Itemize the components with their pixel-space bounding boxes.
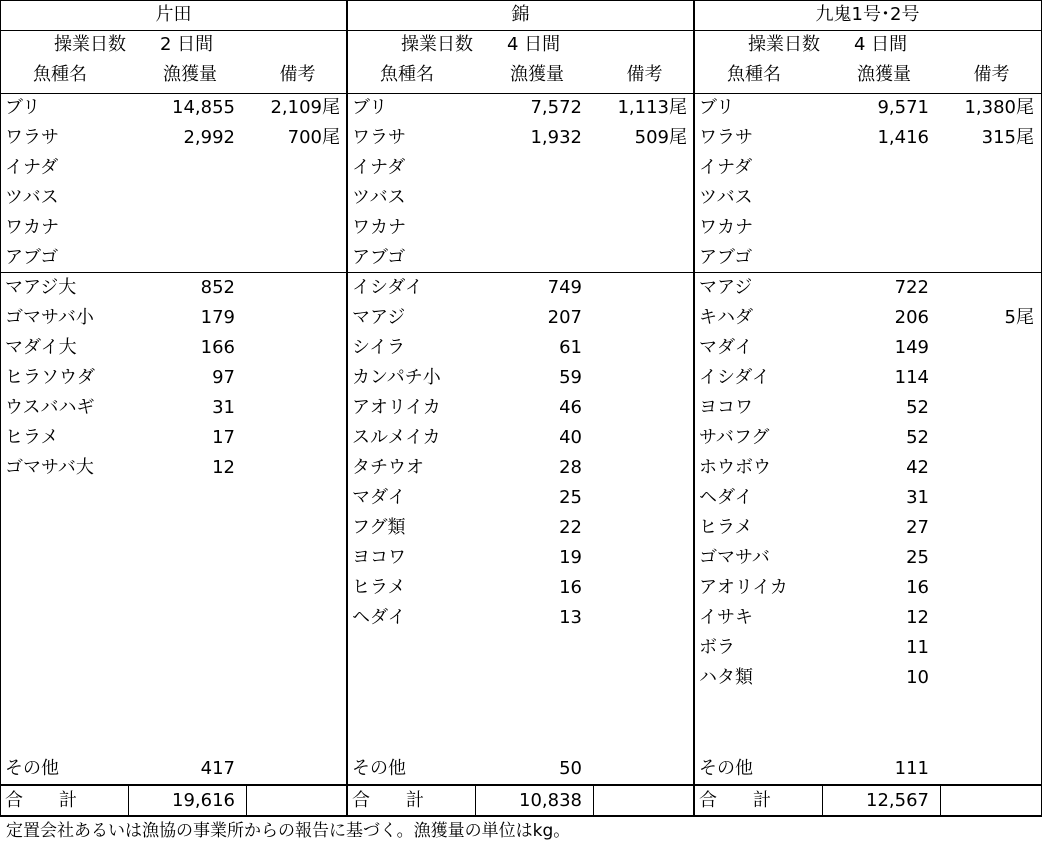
- note-value: [587, 213, 687, 243]
- total-label: 合 計: [699, 790, 771, 811]
- note-value: 1,380尾: [964, 97, 1034, 118]
- total-value: 12,567: [866, 790, 929, 811]
- note-value: [587, 153, 687, 183]
- note-value: [587, 453, 687, 483]
- station-name: 九鬼1号･2号: [815, 4, 920, 25]
- days-value: 4 日間: [854, 34, 908, 55]
- catch-value: 12: [906, 607, 929, 628]
- fish-name: ボラ: [699, 637, 735, 658]
- fish-name: ゴマサバ大: [5, 457, 94, 478]
- catch-value: 25: [559, 487, 582, 508]
- total-label: 合 計: [352, 790, 424, 811]
- fish-name: ヘダイ: [352, 607, 406, 628]
- header-note: 備考: [973, 64, 1010, 85]
- catch-value: 722: [894, 277, 929, 298]
- note-value: [934, 363, 1034, 393]
- fish-name: マアジ大: [5, 277, 77, 298]
- note-value: [240, 213, 340, 243]
- days-label: 操業日数: [54, 34, 126, 55]
- note-value: [934, 633, 1034, 663]
- fish-name: ツバス: [352, 187, 406, 208]
- fish-name: ツバス: [5, 187, 59, 208]
- fish-name: アブゴ: [699, 247, 753, 268]
- catch-value: 40: [559, 427, 582, 448]
- catch-value: 25: [906, 547, 929, 568]
- fish-name: マダイ大: [5, 337, 77, 358]
- fish-name: シイラ: [352, 337, 406, 358]
- note-value: [587, 483, 687, 513]
- note-value: [934, 153, 1034, 183]
- note-value: [587, 543, 687, 573]
- total-value: 19,616: [172, 790, 235, 811]
- fish-name: ホウボウ: [699, 457, 771, 478]
- fish-name: イシダイ: [352, 277, 423, 298]
- fish-name: ゴマサバ小: [5, 307, 94, 328]
- header-catch: 漁獲量: [510, 64, 564, 85]
- note-value: 700尾: [287, 127, 340, 148]
- note-value: [240, 393, 340, 423]
- catch-value: 59: [559, 367, 582, 388]
- misc-value: 50: [559, 758, 582, 779]
- fish-name: アオリイカ: [352, 397, 441, 418]
- catch-value: 179: [200, 307, 235, 328]
- rule-top: [0, 0, 1042, 1]
- catch-value: 9,571: [877, 97, 929, 118]
- fish-name: ヒラメ: [5, 427, 59, 448]
- catch-value: [477, 243, 582, 273]
- catch-value: [130, 243, 235, 273]
- fish-name: ヨコワ: [352, 547, 406, 568]
- header-fish: 魚種名: [727, 64, 781, 85]
- fish-name: ブリ: [5, 97, 41, 118]
- catch-value: 61: [559, 337, 582, 358]
- note-value: [934, 453, 1034, 483]
- note-value: [240, 273, 340, 303]
- header-note: 備考: [626, 64, 663, 85]
- fish-name: ヒラメ: [699, 517, 753, 538]
- note-value: [240, 423, 340, 453]
- catch-value: 10: [906, 667, 929, 688]
- column-divider: [693, 0, 695, 816]
- catch-value: [130, 213, 235, 243]
- fish-name: アブゴ: [5, 247, 59, 268]
- note-value: [587, 603, 687, 633]
- rule-under-name: [0, 30, 1042, 31]
- total-label: 合 計: [5, 790, 77, 811]
- fish-name: イナダ: [352, 157, 406, 178]
- fish-name: マダイ: [352, 487, 406, 508]
- note-value: [587, 273, 687, 303]
- catch-value: 46: [559, 397, 582, 418]
- header-catch: 漁獲量: [857, 64, 911, 85]
- fish-name: フグ類: [352, 517, 406, 538]
- note-value: [587, 363, 687, 393]
- fish-name: サバフグ: [699, 427, 770, 448]
- catch-value: 2,992: [183, 127, 235, 148]
- catch-value: 97: [212, 367, 235, 388]
- catch-value: 31: [212, 397, 235, 418]
- fish-name: ヘダイ: [699, 487, 753, 508]
- note-value: [934, 243, 1034, 273]
- note-value: [934, 393, 1034, 423]
- catch-value: 12: [212, 457, 235, 478]
- note-value: [934, 213, 1034, 243]
- catch-value: 114: [894, 367, 929, 388]
- catch-value: 206: [894, 307, 929, 328]
- catch-value: 1,932: [530, 127, 582, 148]
- fish-name: ヒラメ: [352, 577, 406, 598]
- catch-value: 16: [906, 577, 929, 598]
- note-value: [934, 183, 1034, 213]
- fish-name: ワラサ: [5, 127, 59, 148]
- note-value: [587, 423, 687, 453]
- note-value: [240, 153, 340, 183]
- fish-name: ヨコワ: [699, 397, 753, 418]
- catch-value: 17: [212, 427, 235, 448]
- catch-value: 11: [906, 637, 929, 658]
- fish-name: ツバス: [699, 187, 753, 208]
- fish-name: ワカナ: [699, 217, 753, 238]
- rule-under-header: [0, 93, 1042, 94]
- note-value: [587, 513, 687, 543]
- catch-value: 149: [894, 337, 929, 358]
- catch-value: [477, 183, 582, 213]
- fish-name: マアジ: [352, 307, 406, 328]
- catch-value: [130, 183, 235, 213]
- note-value: [587, 393, 687, 423]
- note-value: [240, 363, 340, 393]
- total-divider: [593, 785, 594, 816]
- note-value: 315尾: [981, 127, 1034, 148]
- header-fish: 魚種名: [380, 64, 434, 85]
- fish-name: ゴマサバ: [699, 547, 770, 568]
- fish-name: ヒラソウダ: [5, 367, 95, 388]
- fish-name: ウスバハギ: [5, 397, 95, 418]
- catch-value: 52: [906, 397, 929, 418]
- fish-name: マアジ: [699, 277, 753, 298]
- column-divider: [346, 0, 348, 816]
- catch-value: 27: [906, 517, 929, 538]
- catch-value: [824, 243, 929, 273]
- catch-value: 13: [559, 607, 582, 628]
- total-divider: [128, 785, 129, 816]
- note-value: [934, 603, 1034, 633]
- catch-value: 749: [547, 277, 582, 298]
- fish-name: ワカナ: [352, 217, 406, 238]
- station-name: 片田: [155, 4, 192, 25]
- frame-left: [0, 0, 1, 816]
- total-divider: [940, 785, 941, 816]
- note-value: [934, 333, 1034, 363]
- catch-value: [477, 213, 582, 243]
- catch-value: [477, 153, 582, 183]
- note-value: [934, 513, 1034, 543]
- note-value: [240, 243, 340, 273]
- misc-label: その他: [699, 758, 753, 779]
- catch-value: 19: [559, 547, 582, 568]
- total-divider: [246, 785, 247, 816]
- catch-value: [824, 153, 929, 183]
- fish-name: キハダ: [699, 307, 753, 328]
- note-value: [240, 333, 340, 363]
- fish-name: カンパチ小: [352, 367, 441, 388]
- fish-name: ワカナ: [5, 217, 59, 238]
- fish-name: マダイ: [699, 337, 753, 358]
- rule-below-total: [0, 815, 1042, 817]
- note-value: [587, 183, 687, 213]
- catch-value: [130, 153, 235, 183]
- days-value: 4 日間: [507, 34, 561, 55]
- catch-value: 207: [547, 307, 582, 328]
- catch-value: 852: [200, 277, 235, 298]
- fish-name: イナダ: [5, 157, 59, 178]
- days-label: 操業日数: [748, 34, 820, 55]
- catch-value: 1,416: [877, 127, 929, 148]
- catch-value: 14,855: [172, 97, 235, 118]
- note-value: [240, 453, 340, 483]
- header-note: 備考: [279, 64, 316, 85]
- note-value: [587, 243, 687, 273]
- fish-name: ワラサ: [699, 127, 753, 148]
- note-value: [240, 183, 340, 213]
- catch-value: 166: [200, 337, 235, 358]
- header-catch: 漁獲量: [163, 64, 217, 85]
- days-label: 操業日数: [401, 34, 473, 55]
- note-value: [934, 273, 1034, 303]
- misc-label: その他: [5, 758, 59, 779]
- days-value: 2 日間: [160, 34, 214, 55]
- catch-value: 7,572: [530, 97, 582, 118]
- misc-label: その他: [352, 758, 406, 779]
- total-divider: [822, 785, 823, 816]
- station-name: 錦: [511, 4, 530, 25]
- fish-name: ブリ: [352, 97, 388, 118]
- fish-name: イサキ: [699, 607, 753, 628]
- note-value: [240, 303, 340, 333]
- note-value: [587, 303, 687, 333]
- catch-value: 22: [559, 517, 582, 538]
- catch-value: 42: [906, 457, 929, 478]
- footnote: 定置会社あるいは漁協の事業所からの報告に基づく。漁獲量の単位はkg。: [6, 821, 571, 841]
- catch-value: [824, 213, 929, 243]
- note-value: 509尾: [634, 127, 687, 148]
- note-value: 1,113尾: [617, 97, 687, 118]
- note-value: [934, 543, 1034, 573]
- rule-above-total: [0, 784, 1042, 786]
- note-value: [934, 663, 1034, 693]
- fish-name: ハタ類: [699, 667, 753, 688]
- misc-value: 111: [894, 758, 929, 779]
- rule-block-divider: [0, 272, 1042, 273]
- catch-value: 16: [559, 577, 582, 598]
- note-value: [587, 333, 687, 363]
- catch-value: 52: [906, 427, 929, 448]
- fish-name: アブゴ: [352, 247, 406, 268]
- misc-value: 417: [200, 758, 235, 779]
- fish-name: タチウオ: [352, 457, 424, 478]
- note-value: [934, 573, 1034, 603]
- fish-name: スルメイカ: [352, 427, 441, 448]
- header-fish: 魚種名: [33, 64, 87, 85]
- fish-name: イナダ: [699, 157, 753, 178]
- total-value: 10,838: [519, 790, 582, 811]
- fish-name: ブリ: [699, 97, 735, 118]
- note-value: [934, 423, 1034, 453]
- catch-value: [824, 183, 929, 213]
- catch-value: 31: [906, 487, 929, 508]
- total-divider: [475, 785, 476, 816]
- fish-name: アオリイカ: [699, 577, 788, 598]
- fish-name: ワラサ: [352, 127, 406, 148]
- fish-name: イシダイ: [699, 367, 770, 388]
- catch-value: 28: [559, 457, 582, 478]
- note-value: 5尾: [1004, 307, 1034, 328]
- note-value: 2,109尾: [270, 97, 340, 118]
- note-value: [934, 483, 1034, 513]
- note-value: [587, 573, 687, 603]
